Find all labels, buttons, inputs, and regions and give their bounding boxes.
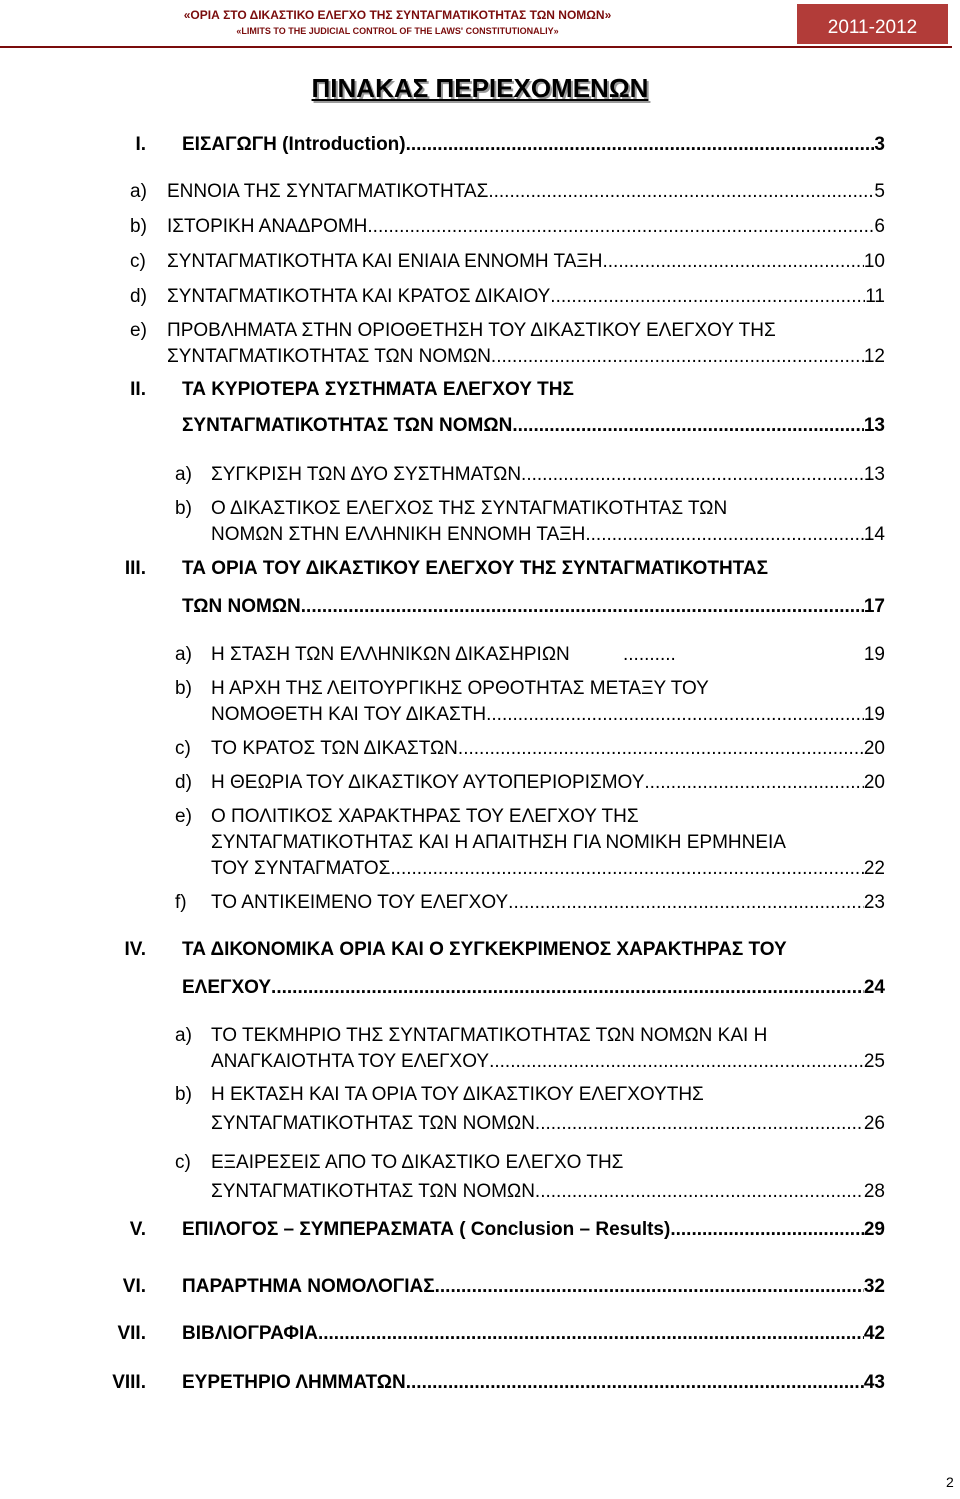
toc-entry-title: ΣΥΝΤΑΓΜΑΤΙΚΟΤΗΤΑΣ ΤΩΝ ΝΟΜΩΝ [167, 346, 491, 367]
toc-leader-dots [535, 1107, 864, 1141]
toc-entry-title: ΣΥΝΤΑΓΜΑΤΙΚΟΤΗΤΑΣ ΚΑΙ Η ΑΠΑΙΤΗΣΗ ΓΙΑ ΝΟΜΙΚΗ ΕΡΜΗΝΕΙΑ [211, 832, 786, 853]
year-badge: 2011-2012 [797, 4, 948, 44]
toc-entry-title: ΣΥΝΤΑΓΜΑΤΙΚΟΤΗΤΑΣ ΤΩΝ ΝΟΜΩΝ [211, 1113, 535, 1134]
toc-entry-title: ΤΟΥ ΣΥΝΤΑΓΜΑΤΟΣ [211, 858, 391, 879]
toc-leader-dots [458, 732, 864, 766]
toc-leader-dots [406, 1366, 864, 1400]
toc-entry-title: ΠΡΟΒΛΗΜΑΤΑ ΣΤΗΝ ΟΡΙΟΘΕΤΗΣΗ ΤΟΥ ΔΙΚΑΣΤΙΚΟΥ ΕΛΕΓΧΟΥ ΤΗΣ [167, 320, 776, 341]
toc-entry-title: ΕΙΣΑΓΩΓΗ (Introduction) [182, 134, 406, 155]
toc-entry-title: ΤΑ ΔΙΚΟΝΟΜΙΚΑ ΟΡΙΑ ΚΑΙ Ο ΣΥΓΚΕΚΡΙΜΕΝΟΣ ΧΑΡΑΚΤΗΡΑΣ ΤΟΥ [182, 939, 787, 960]
toc-entry-page: 13 [863, 464, 885, 485]
toc-entry-number: e) [130, 320, 147, 341]
toc-entry-title: ΤΑ ΚΥΡΙΟΤΕΡΑ ΣΥΣΤΗΜΑΤΑ ΕΛΕΓΧΟΥ ΤΗΣ [182, 379, 574, 400]
toc-entry-title: ΤΑ ΟΡΙΑ ΤΟΥ ΔΙΚΑΣΤΙΚΟΥ ΕΛΕΓΧΟΥ ΤΗΣ ΣΥΝΤΑΓΜΑΤΙΚΟΤΗΤΑΣ [182, 558, 768, 579]
toc-leader-dots [603, 245, 864, 279]
toc-entry-page: 20 [863, 738, 885, 759]
toc-leader-dots [644, 766, 863, 800]
toc-entry-title: ΙΣΤΟΡΙΚΗ ΑΝΑΔΡΟΜΗ [167, 216, 368, 237]
toc-entry-page: 43 [863, 1372, 885, 1393]
toc-leader-dots: .......... [623, 644, 676, 665]
toc-entry-page: 17 [863, 596, 885, 617]
toc-entry-page: 11 [865, 286, 885, 307]
toc-entry-title: ΣΥΓΚΡΙΣΗ ΤΩΝ ΔΥΟ ΣΥΣΤΗΜΑΤΩΝ [211, 464, 522, 485]
toc-leader-dots [489, 1045, 864, 1079]
toc-entry-page: 42 [863, 1323, 885, 1344]
toc-entry-title: ΕΠΙΛΟΓΟΣ – ΣΥΜΠΕΡΑΣΜΑΤΑ ( Conclusion – Results) [182, 1219, 671, 1240]
toc-entry-number: I. [135, 134, 146, 155]
toc-entry-page: 24 [863, 977, 885, 998]
header-title-english: «LIMITS TO THE JUDICIAL CONTROL OF THE LAWS' CONSTITUTIONALIY» [236, 26, 559, 36]
toc-entry-number: d) [130, 286, 147, 307]
toc-entry-title: ΝΟΜΩΝ ΣΤΗΝ ΕΛΛΗΝΙΚΗ ΕΝΝΟΜΗ ΤΑΞΗ [211, 524, 586, 545]
toc-entry-title: ΤΟ ΤΕΚΜΗΡΙΟ ΤΗΣ ΣΥΝΤΑΓΜΑΤΙΚΟΤΗΤΑΣ ΤΩΝ ΝΟΜΩΝ ΚΑΙ Η [211, 1025, 768, 1046]
toc-entry-title: Η ΘΕΩΡΙΑ ΤΟΥ ΔΙΚΑΣΤΙΚΟΥ ΑΥΤΟΠΕΡΙΟΡΙΣΜΟΥ [211, 772, 645, 793]
toc-entry-title: ΣΥΝΤΑΓΜΑΤΙΚΟΤΗΤΑ ΚΑΙ ΕΝΙΑΙΑ ΕΝΝΟΜΗ ΤΑΞΗ [167, 251, 603, 272]
toc-entry-page: 13 [863, 415, 885, 436]
toc-entry-title: ΣΥΝΤΑΓΜΑΤΙΚΟΤΗΤΑΣ ΤΩΝ ΝΟΜΩΝ [182, 415, 513, 436]
toc-entry-page: 29 [863, 1219, 885, 1240]
header-rule [0, 46, 952, 48]
toc-entry-number: b) [175, 498, 192, 519]
toc-entry-number: c) [130, 251, 146, 272]
toc-entry-page: 19 [863, 704, 885, 725]
toc-entry-title: ΕΞΑΙΡΕΣΕΙΣ ΑΠΟ ΤΟ ΔΙΚΑΣΤΙΚΟ ΕΛΕΓΧΟ ΤΗΣ [211, 1152, 624, 1173]
toc-entry-page: 5 [874, 181, 885, 202]
toc-entry-page: 6 [874, 216, 885, 237]
toc-entry-title: ΤΟ ΚΡΑΤΟΣ ΤΩΝ ΔΙΚΑΣΤΩΝ [211, 738, 458, 759]
toc-entry-page: 26 [863, 1113, 885, 1134]
toc-leader-dots [488, 175, 874, 209]
toc-leader-dots [670, 1213, 864, 1247]
toc-entry-number: f) [175, 892, 187, 913]
toc-entry-title: ΕΛΕΓΧΟΥ [182, 977, 272, 998]
toc-leader-dots [508, 886, 864, 920]
toc-entry-title: Ο ΠΟΛΙΤΙΚΟΣ ΧΑΡΑΚΤΗΡΑΣ ΤΟΥ ΕΛΕΓΧΟΥ ΤΗΣ [211, 806, 639, 827]
toc-entry-number: b) [130, 216, 147, 237]
toc-entry-number: VI. [122, 1276, 146, 1297]
toc-entry-number: d) [175, 772, 192, 793]
toc-entry-page: 32 [863, 1276, 885, 1297]
toc-entry-title: ΕΥΡΕΤΗΡΙΟ ΛΗΜΜΑΤΩΝ [182, 1372, 406, 1393]
toc-entry-number: a) [175, 1025, 192, 1046]
toc-entry-title: ΣΥΝΤΑΓΜΑΤΙΚΟΤΗΤΑ ΚΑΙ ΚΡΑΤΟΣ ΔΙΚΑΙΟΥ [167, 286, 551, 307]
toc-leader-dots [301, 590, 864, 624]
toc-entry-number: IV. [124, 939, 146, 960]
toc-entry-number: b) [175, 678, 192, 699]
toc-entry-title: ΑΝΑΓΚΑΙΟΤΗΤΑ ΤΟΥ ΕΛΕΓΧΟΥ [211, 1051, 490, 1072]
toc-entry-title: ΣΥΝΤΑΓΜΑΤΙΚΟΤΗΤΑΣ ΤΩΝ ΝΟΜΩΝ [211, 1181, 535, 1202]
toc-entry-title: Η ΕΚΤΑΣΗ ΚΑΙ ΤΑ ΟΡΙΑ ΤΟΥ ΔΙΚΑΣΤΙΚΟΥ ΕΛΕΓΧΟΥΤΗΣ [211, 1084, 704, 1105]
toc-entry-number: c) [175, 738, 191, 759]
toc-leader-dots [271, 971, 864, 1005]
toc-entry-title: Η ΣΤΑΣΗ ΤΩΝ ΕΛΛΗΝΙΚΩΝ ΔΙΚΑΣΗΡΙΩΝ [211, 644, 570, 665]
toc-leader-dots [435, 1270, 864, 1304]
toc-leader-dots [318, 1317, 864, 1351]
toc-entry-page: 20 [863, 772, 885, 793]
toc-entry-number: VII. [117, 1323, 146, 1344]
toc-entry-page: 25 [863, 1051, 885, 1072]
toc-entry-page: 3 [874, 134, 885, 155]
toc-entry-page: 12 [863, 346, 885, 367]
toc-entry-title: ΤΟ ΑΝΤΙΚΕΙΜΕΝΟ ΤΟΥ ΕΛΕΓΧΟΥ [211, 892, 509, 913]
toc-entry-title: ΒΙΒΛΙΟΓΡΑΦΙΑ [182, 1323, 318, 1344]
toc-entry-number: II. [130, 379, 146, 400]
toc-entry-number: III. [124, 558, 146, 579]
toc-entry-page: 22 [863, 858, 885, 879]
toc-leader-dots [491, 340, 864, 374]
toc-entry-number: c) [175, 1152, 191, 1173]
toc-entry-title: Ο ΔΙΚΑΣΤΙΚΟΣ ΕΛΕΓΧΟΣ ΤΗΣ ΣΥΝΤΑΓΜΑΤΙΚΟΤΗΤΑΣ ΤΩΝ [211, 498, 728, 519]
toc-leader-dots [512, 409, 864, 443]
toc-entry-page: 28 [863, 1181, 885, 1202]
toc-entry-number: V. [129, 1219, 146, 1240]
page-number: 2 [946, 1474, 954, 1490]
toc-leader-dots [406, 128, 875, 162]
toc-title: ΠΙΝΑΚΑΣ ΠΕΡΙΕΧΟΜΕΝΩΝ [311, 73, 649, 103]
toc-entry-title: ΤΩΝ ΝΟΜΩΝ [182, 596, 301, 617]
toc-leader-dots [390, 852, 863, 886]
toc-leader-dots [521, 458, 864, 492]
toc-entry-number: e) [175, 806, 192, 827]
toc-entry-page: 19 [863, 644, 885, 665]
toc-entry-number: a) [175, 464, 192, 485]
toc-entry-title: ΝΟΜΟΘΕΤΗ ΚΑΙ ΤΟΥ ΔΙΚΑΣΤΗ [211, 704, 487, 725]
toc-entry-number: VIII. [112, 1372, 146, 1393]
toc-leader-dots [367, 210, 874, 244]
toc-leader-dots [486, 698, 864, 732]
toc-leader-dots [585, 518, 863, 552]
toc-entry-page: 23 [863, 892, 885, 913]
toc-entry-page: 14 [863, 524, 885, 545]
toc-entry-page: 10 [863, 251, 885, 272]
header-title-greek: «ΟΡΙΑ ΣΤΟ ΔΙΚΑΣΤΙΚΟ ΕΛΕΓΧΟ ΤΗΣ ΣΥΝΤΑΓΜΑΤΙΚΟΤΗΤΑΣ ΤΩΝ ΝΟΜΩΝ» [183, 8, 612, 22]
toc-leader-dots [535, 1175, 864, 1209]
toc-leader-dots [550, 280, 865, 314]
toc-entry-number: b) [175, 1084, 192, 1105]
toc-entry-title: ΠΑΡΑΡΤΗΜΑ ΝΟΜΟΛΟΓΙΑΣ [182, 1276, 435, 1297]
toc-entry-title: Η ΑΡΧΗ ΤΗΣ ΛΕΙΤΟΥΡΓΙΚΗΣ ΟΡΘΟΤΗΤΑΣ ΜΕΤΑΞΥ ΤΟΥ [211, 678, 709, 699]
toc-entry-number: a) [130, 181, 147, 202]
toc-entry-number: a) [175, 644, 192, 665]
toc-entry-title: ΕΝΝΟΙΑ ΤΗΣ ΣΥΝΤΑΓΜΑΤΙΚΟΤΗΤΑΣ [167, 181, 489, 202]
